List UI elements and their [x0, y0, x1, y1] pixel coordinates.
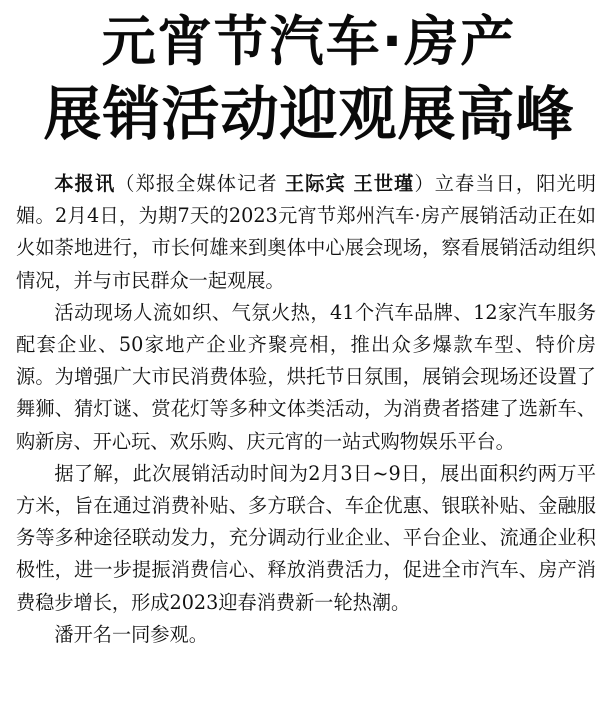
- credit-close: ）: [414, 172, 435, 195]
- lead-label: 本报讯: [54, 172, 116, 195]
- article-paragraph-2: 活动现场人流如织、气氛火热，41个汽车品牌、12家汽车服务配套企业、50家地产企业齐聚亮相，推出众多爆款车型、特价房源。为增强广大市民消费体验，烘托节日氛围，展销会现场还设置了舞狮、猜灯谜、赏花灯等多种文体类活动，为消费者搭建了选新车、购新房、开心玩、欢乐购、庆元宵的一站式购物娱乐平台。: [16, 300, 596, 453]
- reporter-credit: [115, 172, 434, 195]
- credit-open: （郑报全媒体记者: [115, 172, 285, 195]
- article-body: [16, 168, 602, 651]
- reporter-names: 王际宾 王世瑾: [284, 172, 415, 195]
- headline-line-2: 展销活动迎观展高峰: [43, 80, 575, 148]
- article-paragraph-3: 据了解，此次展销活动时间为2月3日~9日，展出面积约两万平方米，旨在通过消费补贴、多方联合、车企优惠、银联补贴、金融服务等多种途径联动发力，充分调动行业企业、平台企业、流通企业积极性，进一步提振消费信心、释放消费活力，促进全市汽车、房产消费稳步增长，形成2023迎春消费新一轮热潮。: [16, 461, 596, 614]
- headline-line-1: 元宵节汽车·房产: [101, 10, 517, 73]
- article-paragraph-4: 潘开名一同参观。: [54, 622, 208, 646]
- headline: [16, 8, 602, 152]
- paragraph-1-text: 立春当日，阳光明媚。2月4日，为期7天的2023元宵节郑州汽车·房产展销活动正在如火如荼地进行，市长何雄来到奥体中心展会现场，察看展销活动组织情况，并与市民群众一起观展。: [16, 172, 596, 292]
- article-paragraph-1: [16, 168, 596, 297]
